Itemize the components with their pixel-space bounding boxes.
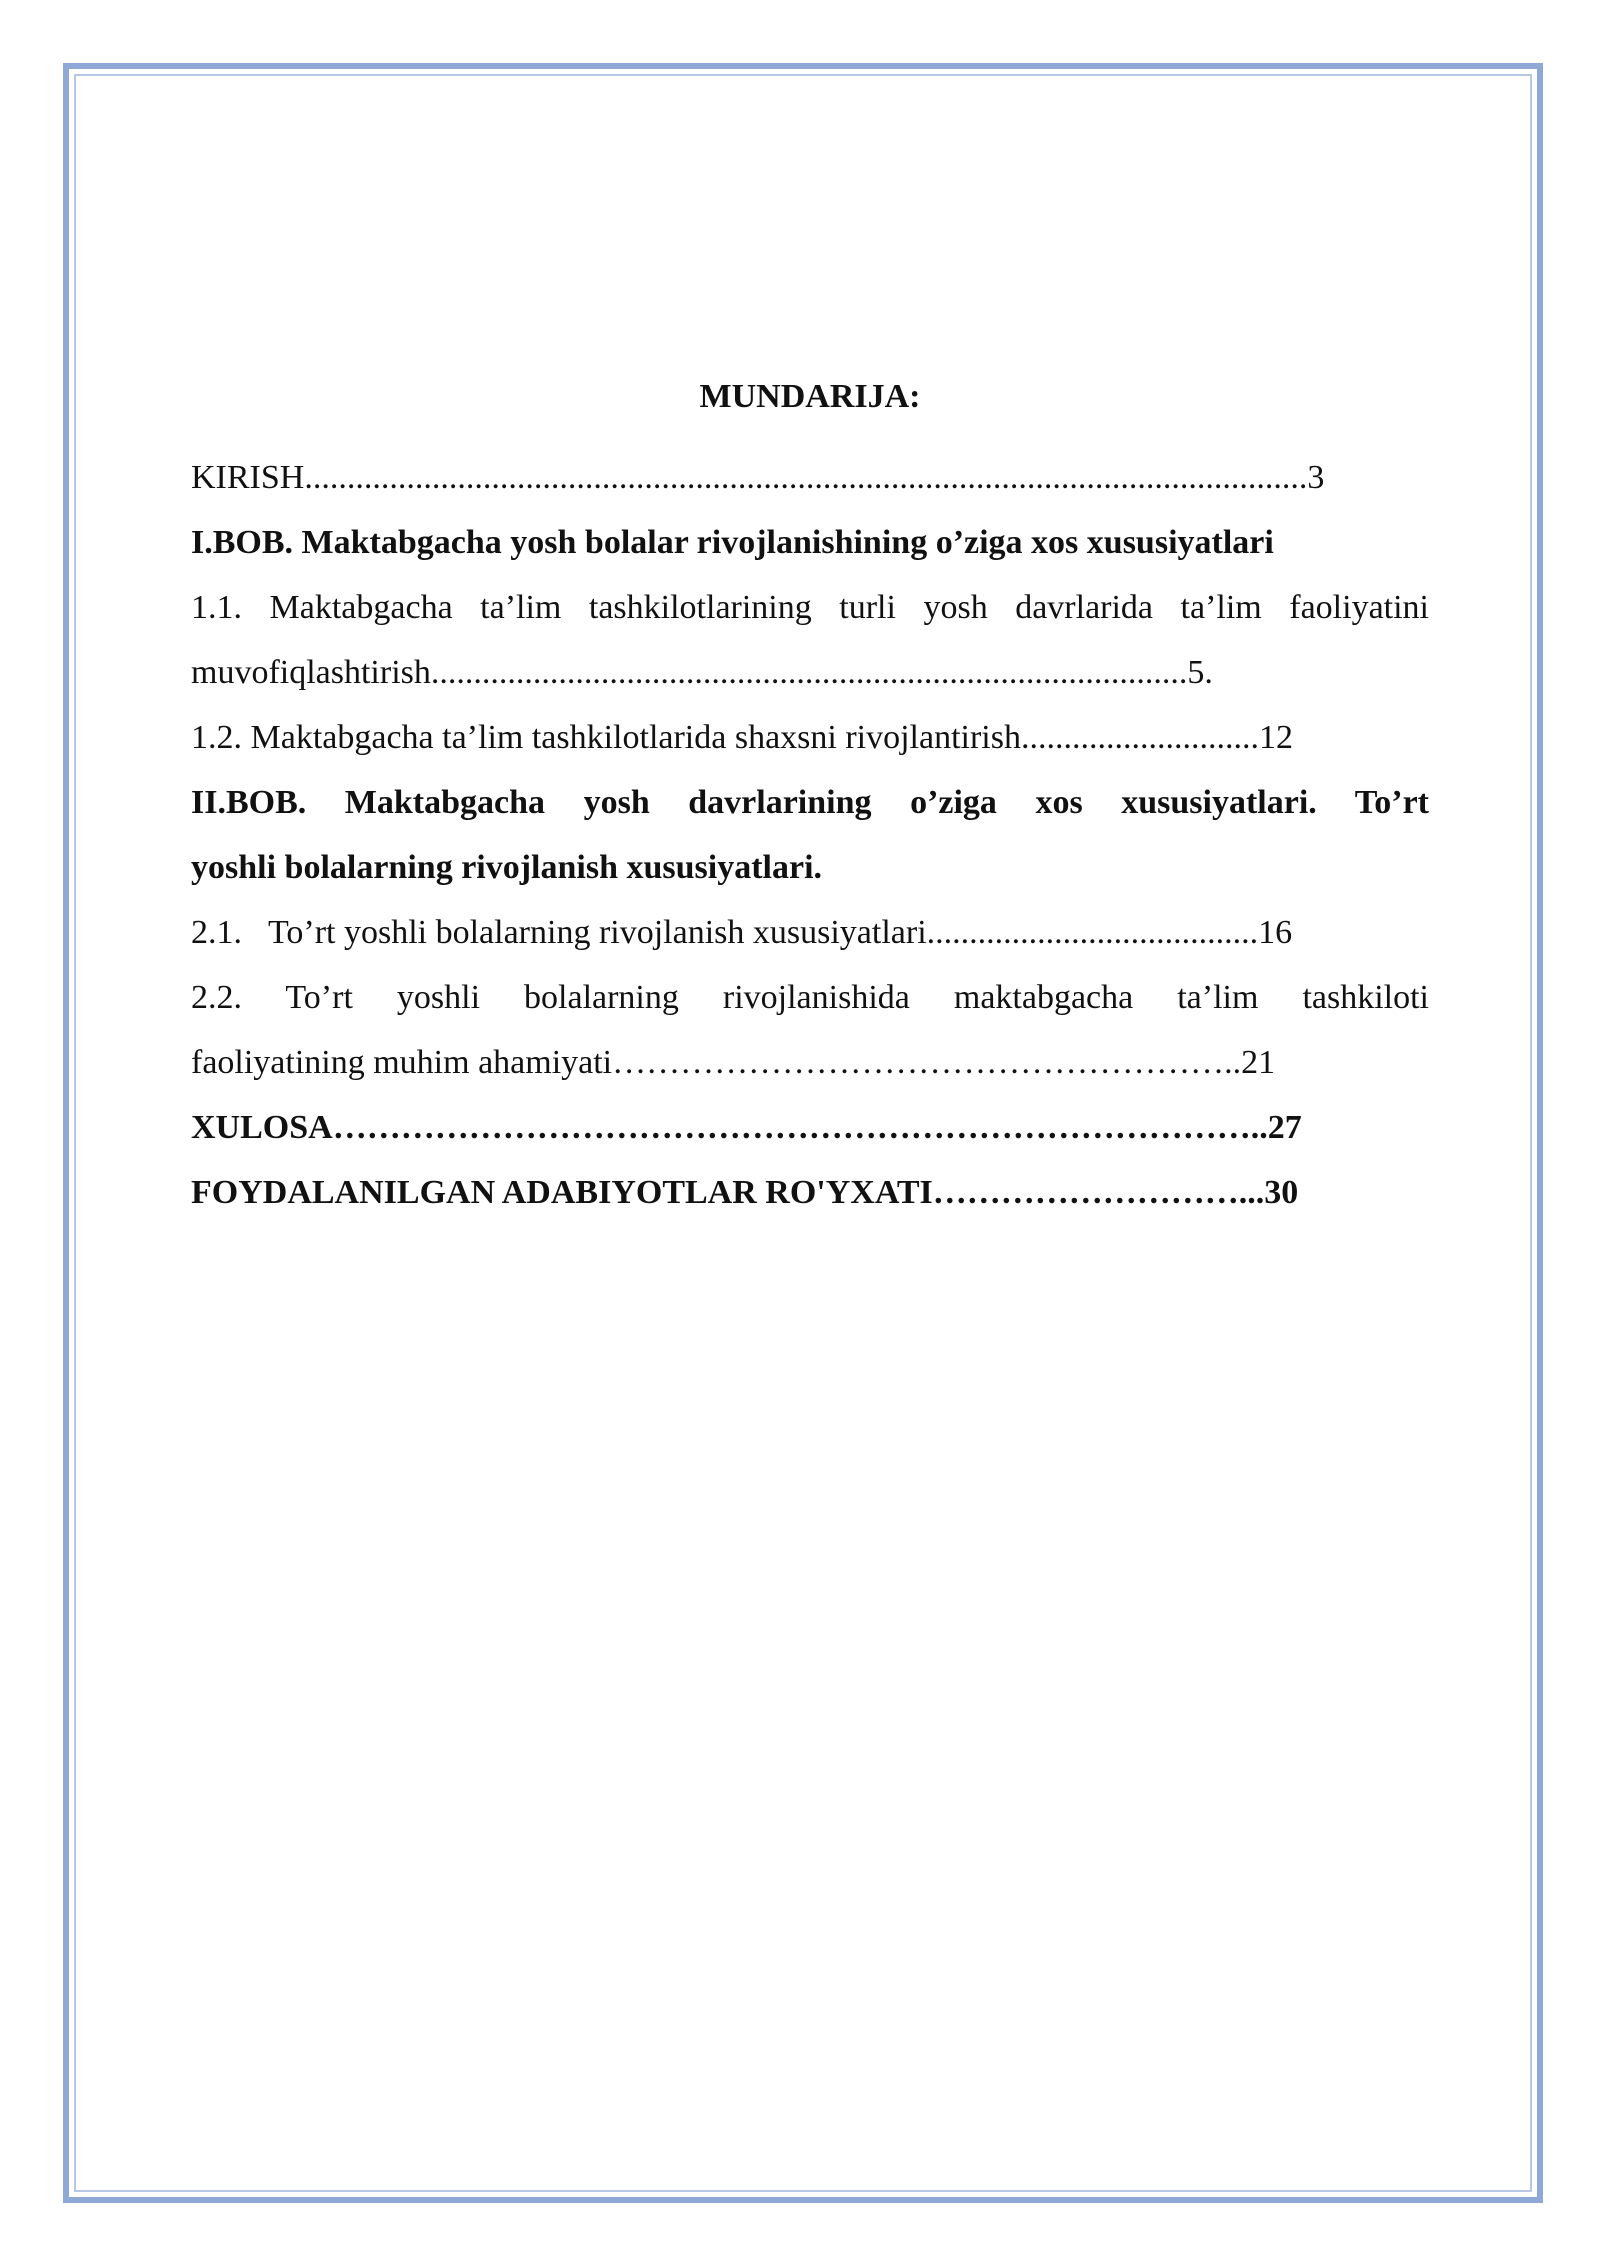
toc-entry-1-1-line-1: 1.1. Maktabgacha ta’lim tashkilotlarining turli yosh davrlarida ta’lim faoliyatini [191,589,1429,626]
toc-entry-1-1-line-2: muvofiqlashtirish.........................................................................................5. [191,654,1213,691]
toc-title: MUNDARIJA: [699,378,921,415]
toc-entry-2-2-line-2: faoliyatining muhim ahamiyati………………………………………………..21 [191,1044,1276,1081]
toc-entry-xulosa: XULOSA………………………………………………………………………..27 [191,1109,1302,1146]
toc-entry-references: FOYDALANILGAN ADABIYOTLAR RO'YXATI………………………...30 [191,1174,1299,1211]
toc-entry-kirish: KIRISH......................................................................................................................3 [191,459,1325,496]
toc-entry-2-1-text: To’rt yoshli bolalarning rivojlanish xususiyatlari.......................................16 [268,914,1293,951]
toc-entry-chapter-2-line-1: II.BOB. Maktabgacha yosh davrlarining o’ziga xos xususiyatlari. To’rt [191,784,1429,821]
toc-entry-2-1-number: 2.1. [191,914,242,951]
table-of-contents [191,364,1429,1225]
toc-entry-2-2-line-1: 2.2. To’rt yoshli bolalarning rivojlanishida maktabgacha ta’lim tashkiloti [191,979,1429,1016]
toc-entry-1-2: 1.2. Maktabgacha ta’lim tashkilotlarida shaxsni rivojlantirish............................12 [191,719,1293,756]
toc-entry-chapter-2-line-2: yoshli bolalarning rivojlanish xususiyatlari. [191,849,823,886]
toc-entry-2-1 [191,900,1429,965]
toc-entry-chapter-1: I.BOB. Maktabgacha yosh bolalar rivojlanishining o’ziga xos xususiyatlari [191,524,1274,561]
